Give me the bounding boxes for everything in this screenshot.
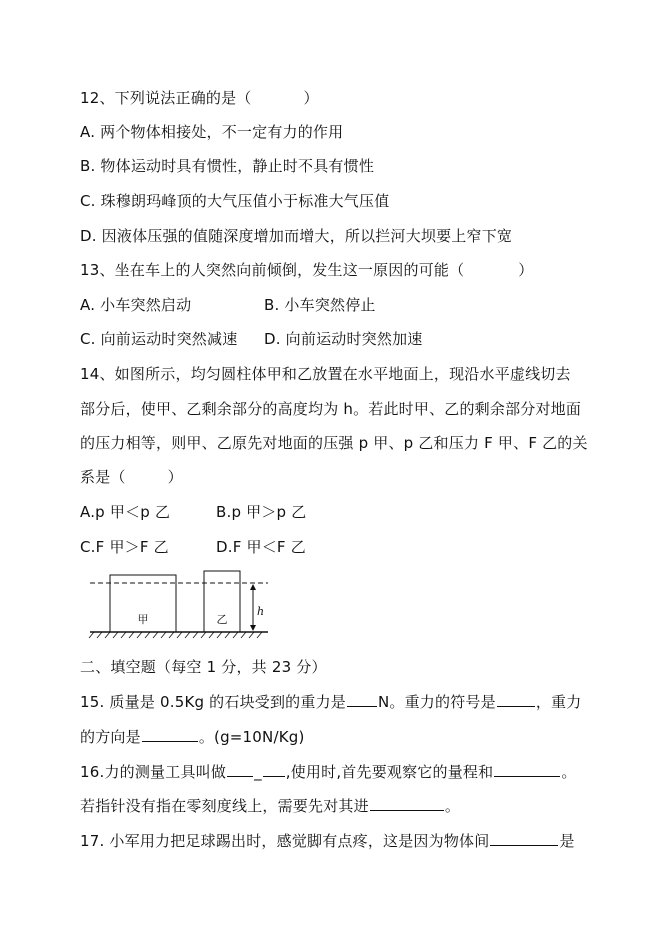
q13-option-c: C. 向前运动时突然减速 [80,330,238,348]
q14-line3: 的压力相等，则甲、乙原先对地面的压强 p 甲、p 乙和压力 F 甲、F 乙的关 [80,434,588,452]
q12-stem-line [80,88,319,108]
q16-part5: 若指针没有指在零刻度线上，需要先对其进 [80,797,369,815]
section2-heading: 二、填空题（每空 1 分，共 23 分） [80,658,327,676]
q14-line1: 14、如图所示，均匀圆柱体甲和乙放置在水平地面上，现沿水平虚线切去 [80,365,571,383]
q13-option-d: D. 向前运动时突然加速 [264,330,423,348]
h-arrow-down [250,625,256,631]
q16-part3: ,使用时,首先要观察它的量程和 [285,763,494,781]
q14-line4-text: 系是（ [80,468,126,486]
q14-line2: 部分后，使甲、乙剩余部分的高度均为 h。若此时甲、乙的剩余部分对地面 [80,400,582,418]
q13-options-cd [80,329,423,349]
q17-part1: 17. 小军用力把足球踢出时，感觉脚有点疼，这是因为物体间 [80,832,490,850]
q12-option-a: A. 两个物体相接处，不一定有力的作用 [80,123,344,141]
q13-stem-end: ） [518,261,534,279]
q14-line4-end: ） [167,468,183,486]
q13-option-a: A. 小车突然启动 [80,296,192,314]
q16-part4: 。 [561,763,577,781]
q16-blank-1b[interactable] [263,762,285,777]
q14-line4 [80,467,183,487]
q16-blank-3[interactable] [370,796,444,811]
q16-part6: 。 [444,797,461,815]
q15-line1 [80,692,581,712]
q12-option-c: C. 珠穆朗玛峰顶的大气压值小于标准大气压值 [80,192,390,210]
q14-option-c: C.F 甲＞F 乙 [80,538,169,556]
q15-part3: ，重力 [535,693,582,711]
q15-part4: 的方向是 [80,728,141,746]
q15-part5: 。(g=10N/Kg) [198,728,305,746]
q16-blank-1a[interactable] [227,762,253,777]
q14-options-ab [80,502,306,522]
q14-option-b: B.p 甲＞p 乙 [216,503,307,521]
q14-option-a: A.p 甲＜p 乙 [80,503,171,521]
q15-blank-1[interactable] [347,692,377,707]
q17-blank-1[interactable] [490,831,558,846]
q17-part2: 是 [559,832,575,850]
label-yi: 乙 [216,613,228,626]
q16-line1 [80,762,577,782]
h-arrow-up [250,584,256,590]
q13-stem: 13、坐在车上的人突然向前倾倒，发生这一原因的可能（ [80,261,465,279]
label-jia: 甲 [137,613,149,626]
q15-line2 [80,727,305,747]
q16-part2: _ [254,763,262,781]
q12-stem: 12、下列说法正确的是（ [80,89,252,107]
q17-line1 [80,831,575,851]
label-h: h [257,605,265,618]
q14-figure [88,565,278,641]
q16-blank-2[interactable] [494,762,560,777]
q13-option-b: B. 小车突然停止 [264,296,376,314]
q13-options-ab [80,295,376,315]
q12-stem-end: ） [303,89,319,107]
q15-part2: N。重力的符号是 [377,693,496,711]
ground-hatching [89,632,262,638]
q13-stem-line [80,260,534,280]
q12-option-d: D. 因液体压强的值随深度增加而增大，所以拦河大坝要上窄下宽 [80,227,513,245]
q16-part1: 16.力的测量工具叫做 [80,763,227,781]
q12-option-b: B. 物体运动时具有惯性，静止时不具有惯性 [80,157,375,175]
q15-blank-2[interactable] [497,692,535,707]
q14-options-cd [80,537,306,557]
q14-option-d: D.F 甲＜F 乙 [216,538,306,556]
q15-part1: 15. 质量是 0.5Kg 的石块受到的重力是 [80,693,346,711]
q15-blank-3[interactable] [142,727,198,742]
q16-line2 [80,796,460,816]
